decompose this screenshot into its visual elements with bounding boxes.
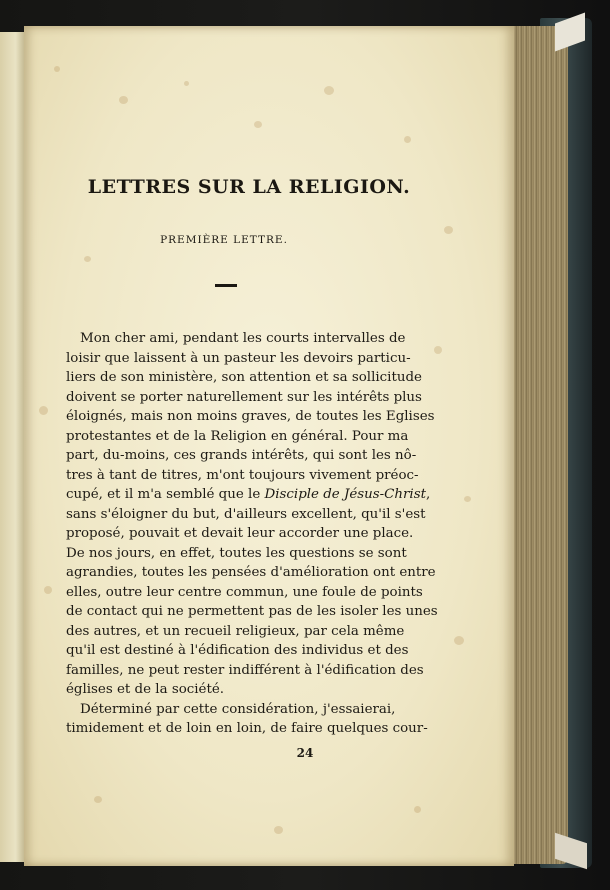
text-line: Déterminé par cette considération, j'essaierai, bbox=[80, 701, 396, 717]
page-title: LETTRES SUR LA RELIGION. bbox=[87, 176, 411, 198]
foxing-spot bbox=[414, 806, 421, 813]
text-line: éloignés, mais non moins graves, de toutes les Eglises bbox=[66, 409, 435, 424]
text-line: églises et de la société. bbox=[66, 682, 225, 697]
book-page bbox=[24, 26, 514, 866]
text-line: familles, ne peut rester indifférent à l'édification des bbox=[66, 662, 424, 678]
foxing-spot bbox=[44, 586, 52, 594]
text-line: proposé, pouvait et devait leur accorder une place. bbox=[66, 526, 414, 541]
journal-title: Disciple de Jésus-Christ bbox=[264, 487, 426, 502]
body-text bbox=[66, 329, 438, 739]
text-line: de contact qui ne permettent pas de les isoler les unes bbox=[66, 604, 438, 619]
letter-heading: PREMIÈRE LETTRE. bbox=[160, 234, 288, 246]
foxing-spot bbox=[404, 136, 411, 143]
foxing-spot bbox=[434, 346, 442, 354]
paragraph bbox=[66, 329, 438, 700]
foxing-spot bbox=[464, 496, 471, 502]
foxing-spot bbox=[39, 406, 48, 415]
text-line: elles, outre leur centre commun, une foule de points bbox=[66, 584, 423, 600]
text-line: liers de son ministère, son attention et sa sollicitude bbox=[66, 370, 422, 385]
foxing-spot bbox=[54, 66, 60, 72]
paragraph bbox=[66, 700, 428, 739]
text-line: agrandies, toutes les pensées d'amélioration ont entre bbox=[66, 565, 436, 580]
page-number: 24 bbox=[296, 746, 314, 760]
foxing-spot bbox=[119, 96, 128, 104]
foxing-spot bbox=[324, 86, 334, 95]
text-line: protestantes et de la Religion en général. Pour ma bbox=[66, 428, 409, 444]
text-line: part, du-moins, ces grands intérêts, qui sont les nô- bbox=[66, 448, 417, 463]
foxing-spot bbox=[84, 256, 91, 262]
text-line: doivent se porter naturellement sur les intérêts plus bbox=[66, 389, 422, 405]
text-line: De nos jours, en effet, toutes les questions se sont bbox=[66, 545, 407, 561]
foxing-spot bbox=[444, 226, 453, 234]
foxing-spot bbox=[254, 121, 262, 128]
section-rule bbox=[215, 284, 237, 287]
text-line: sans s'éloigner du but, d'ailleurs excellent, qu'il s'est bbox=[66, 506, 426, 522]
text-line: Mon cher ami, pendant les courts intervalles de bbox=[80, 331, 406, 346]
text-line: loisir que laissent à un pasteur les devoirs particu- bbox=[66, 350, 411, 366]
foxing-spot bbox=[94, 796, 102, 803]
foxing-spot bbox=[274, 826, 283, 834]
text-line: qu'il est destiné à l'édification des individus et des bbox=[66, 643, 409, 658]
foxing-spot bbox=[454, 636, 464, 645]
foxing-spot bbox=[184, 81, 189, 86]
text-line: timidement et de loin en loin, de faire quelques cour- bbox=[66, 721, 428, 736]
text-line: des autres, et un recueil religieux, par cela même bbox=[66, 623, 405, 639]
text-line: tres à tant de titres, m'ont toujours vivement préoc- bbox=[66, 467, 419, 483]
text-line: cupé, et il m'a semblé que le Disciple de Jésus-Christ, bbox=[66, 487, 431, 502]
facing-page-edge bbox=[0, 32, 27, 862]
